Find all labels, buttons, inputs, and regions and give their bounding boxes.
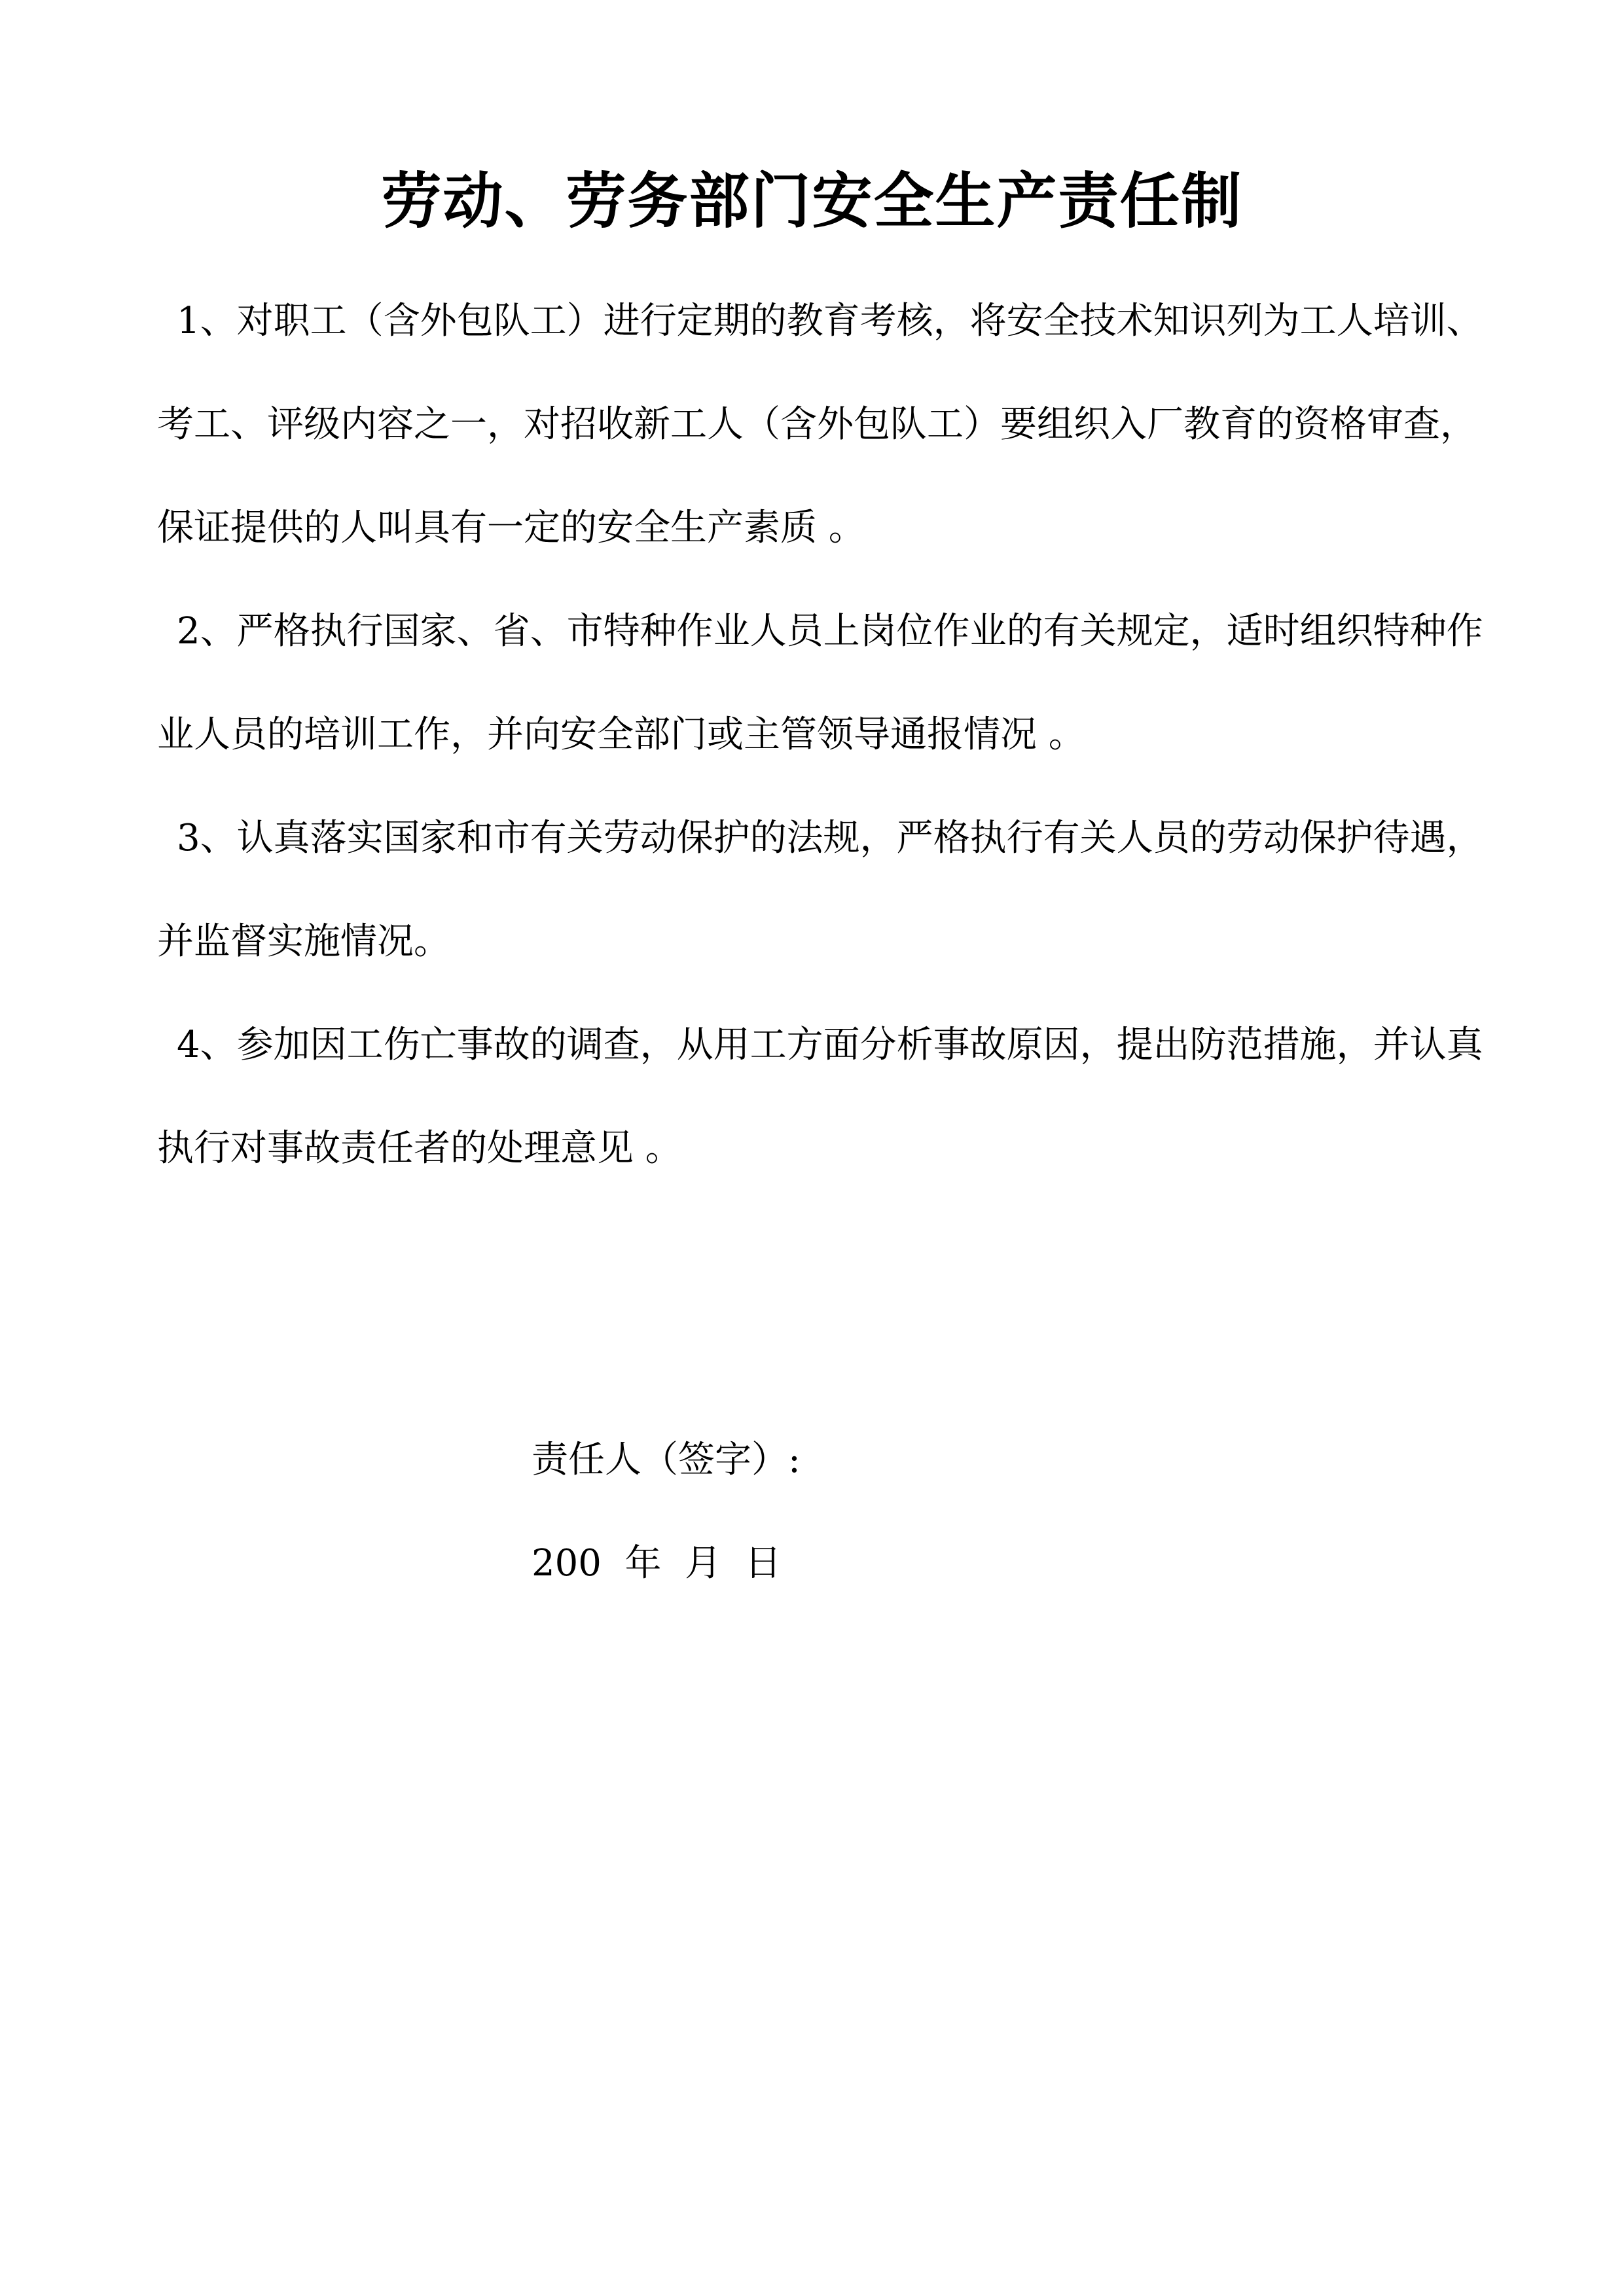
document-title: 劳动、劳务部门安全生产责任制 — [381, 166, 1243, 236]
signature-block — [532, 1408, 801, 1615]
paragraph-3: 3、认真落实国家和市有关劳动保护的法规，严格执行有关人员的劳动保护待遇，并监督实施情况。 — [157, 817, 1483, 963]
paragraph-1: 1、对职工（含外包队工）进行定期的教育考核，将安全技术知识列为工人培训、考工、评级内容之一，对招收新工人（含外包队工）要组织入厂教育的资格审查，保证提供的人叫具有一定的安全生产素质 。 — [157, 300, 1483, 549]
signature-label: 责任人（签字）: — [532, 1439, 801, 1481]
signature-date: 200 年 月 日 — [532, 1542, 782, 1585]
paragraph-4: 4、参加因工伤亡事故的调查，从用工方面分析事故原因，提出防范措施，并认真执行对事故责任者的处理意见 。 — [157, 1024, 1483, 1170]
document-body — [157, 270, 1492, 1200]
paragraph-2: 2、严格执行国家、省、市特种作业人员上岗位作业的有关规定，适时组织特种作业人员的培训工作，并向安全部门或主管领导通报情况 。 — [157, 610, 1483, 756]
